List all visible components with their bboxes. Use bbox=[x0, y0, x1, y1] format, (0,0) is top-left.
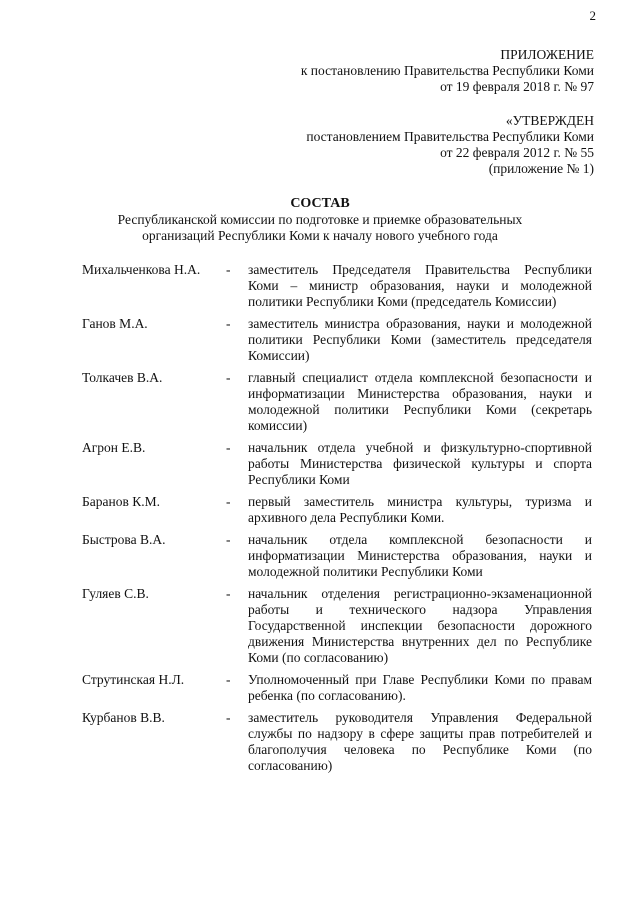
member-name: Ганов М.А. bbox=[82, 316, 148, 331]
member-row bbox=[82, 586, 592, 666]
appendix-header bbox=[301, 47, 594, 95]
member-role: Уполномоченный при Главе Республики Коми по правам ребенка (по согласованию). bbox=[248, 672, 592, 703]
member-dash: - bbox=[226, 532, 231, 547]
member-role: заместитель Председателя Правительства Республики Коми – министр образования, науки и молодежной политики Республики Коми (председатель Комиссии) bbox=[248, 262, 592, 309]
member-dash: - bbox=[226, 370, 231, 385]
member-role: первый заместитель министра культуры, туризма и архивного дела Республики Коми. bbox=[248, 494, 592, 525]
member-name: Струтинская Н.Л. bbox=[82, 672, 185, 687]
member-name: Баранов К.М. bbox=[82, 494, 160, 509]
document-title: СОСТАВ bbox=[290, 196, 350, 211]
member-role: начальник отдела комплексной безопасности и информатизации Министерства образования, науки и молодежной политики Республики Коми bbox=[248, 532, 592, 579]
subtitle-line-2: организаций Республики Коми к началу нового учебного года bbox=[142, 228, 498, 243]
member-name: Михальченкова Н.А. bbox=[82, 262, 201, 277]
member-row bbox=[82, 316, 592, 364]
member-row bbox=[82, 440, 592, 488]
member-role: начальник отдела учебной и физкультурно-спортивной работы Министерства физической культуры и спорта Республики Коми bbox=[248, 440, 592, 487]
member-row bbox=[82, 370, 592, 434]
member-dash: - bbox=[226, 440, 231, 455]
member-name: Агрон Е.В. bbox=[82, 440, 146, 455]
member-role: начальник отделения регистрационно-экзаменационной работы и технического надзора Управления Государственной инспекции безопасности дорожного движения Министерства внутренних дел по Республике Коми (по согласованию) bbox=[248, 586, 592, 665]
member-dash: - bbox=[226, 262, 231, 277]
member-dash: - bbox=[226, 494, 231, 509]
member-name: Толкачев В.А. bbox=[82, 370, 163, 385]
member-dash: - bbox=[226, 316, 231, 331]
approved-header bbox=[306, 113, 594, 177]
member-dash: - bbox=[226, 710, 231, 725]
member-row bbox=[82, 710, 592, 774]
page-number: 2 bbox=[589, 8, 596, 23]
approved-date: от 22 февраля 2012 г. № 55 bbox=[440, 145, 594, 160]
appendix-date: от 19 февраля 2018 г. № 97 bbox=[440, 79, 594, 94]
member-name: Курбанов В.В. bbox=[82, 710, 165, 725]
member-row bbox=[82, 262, 592, 310]
member-name: Быстрова В.А. bbox=[82, 532, 166, 547]
member-row bbox=[82, 672, 592, 704]
document-subtitle bbox=[60, 212, 580, 244]
member-role: заместитель руководителя Управления Федеральной службы по надзору в сфере защиты прав потребителей и благополучия человека по Республике Коми (по согласованию) bbox=[248, 710, 592, 773]
appendix-label: ПРИЛОЖЕНИЕ bbox=[500, 47, 594, 62]
member-role: главный специалист отдела комплексной безопасности и информатизации Министерства образования, науки и молодежной политики Республики Коми (секретарь комиссии) bbox=[248, 370, 592, 433]
members-list bbox=[82, 262, 592, 780]
member-dash: - bbox=[226, 586, 231, 601]
approved-appendix-number: (приложение № 1) bbox=[488, 161, 594, 176]
approved-reference: постановлением Правительства Республики Коми bbox=[306, 129, 594, 144]
member-row bbox=[82, 494, 592, 526]
member-name: Гуляев С.В. bbox=[82, 586, 149, 601]
approved-label: «УТВЕРЖДЕН bbox=[505, 113, 594, 128]
subtitle-line-1: Республиканской комиссии по подготовке и приемке образовательных bbox=[117, 212, 523, 227]
appendix-reference: к постановлению Правительства Республики Коми bbox=[300, 63, 594, 78]
member-role: заместитель министра образования, науки и молодежной политики Республики Коми (заместитель председателя Комиссии) bbox=[248, 316, 592, 363]
member-dash: - bbox=[226, 672, 231, 687]
member-row bbox=[82, 532, 592, 580]
